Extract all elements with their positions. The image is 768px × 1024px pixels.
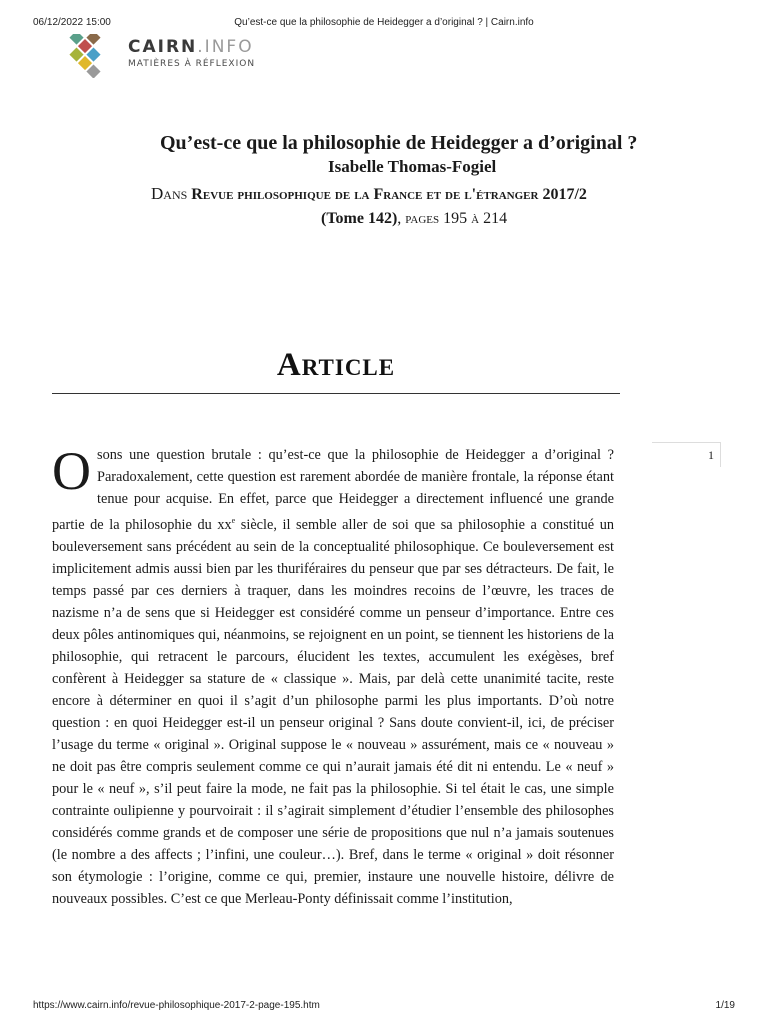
paragraph-text-start: sons une question brutale : qu’est-ce que la philosophie de Heidegger a d’original ? Paradoxalement, cette question est rarement abordée de manière frontale, la réponse étant tenue pour acquise. En effet, parce que Heidegger a directement influencé une grande partie de la philosophie du xx: [52, 447, 614, 533]
print-footer: [33, 1000, 735, 1014]
article-source: [150, 182, 710, 231]
section-heading: Article: [276, 347, 396, 383]
article-title: Qu’est-ce que la philosophie de Heidegger a d’original ?: [160, 132, 638, 154]
century-superscript: e: [231, 516, 236, 525]
print-page-title: Qu’est-ce que la philosophie de Heidegger a d’original ? | Cairn.info: [234, 17, 534, 28]
journal-link[interactable]: Revue philosophique de la France et de l'étranger 2017/2: [191, 186, 587, 203]
paragraph-number-box: [652, 442, 721, 467]
page-range: , pages 195 à 214: [397, 210, 508, 227]
drop-cap: O: [52, 441, 91, 501]
cairn-logo[interactable]: [52, 34, 262, 78]
cairn-logo-mark-icon: [52, 34, 118, 78]
logo-tagline: MATIÈRES À RÉFLEXION: [128, 59, 256, 69]
source-line-2: [151, 207, 710, 231]
issue-tome[interactable]: (Tome 142): [321, 210, 398, 227]
print-header: [33, 17, 735, 31]
source-in-label: Dans: [151, 184, 188, 203]
print-url: https://www.cairn.info/revue-philosophique-2017-2-page-195.htm: [33, 1000, 320, 1011]
article-paragraph: [52, 441, 614, 910]
paragraph-number: 1: [708, 448, 714, 462]
logo-brand-main: CAIRN: [128, 37, 198, 57]
logo-wordmark: [128, 37, 254, 57]
article-meta: [150, 130, 710, 231]
paragraph-text-rest: siècle, il semble aller de soi que sa philosophie a constitué un bouleversement sans précédent au sein de la conceptualité philosophique. Ce bouleversement est implicitement admis aussi bien par les thuriféraires du penseur que par ses détracteurs. De fait, le temps passé par ces derniers à traquer, dans les moindres recoins de l’œuvre, les traces de nazisme n’a de sens que si Heidegger est considéré comme un penseur d’importance. Entre ces deux pôles antinomiques qui, néanmoins, se rejoignent en un point, se tiennent les historiens de la philosophie, qui retracent le parcours, élucident les textes, accumulent les exégèses, bref confèrent à Heidegger sa stature de « classique ». Mais, par delà cette unanimité tacite, reste encore à déterminer en quoi il s’agit d’un philosophe parmi les plus importants. D’où notre question : en quoi Heidegger est-il un penseur original ? Sans doute convient-il, ici, de préciser l’usage du terme « original ». Original suppose le « nouveau » assurément, mais ce « nouveau » ne doit pas être compris seulement comme ce qui n’aurait jamais été dit ni entendu. Le « neuf » pour le « neuf », s’il peut faire la mode, ne fait pas la philosophie. Si tel était le cas, une simple contrainte oulipienne y pourvoirait : il s’agirait simplement d’étudier l’ensemble des philosophes considérés comme grands et de composer une série de propositions que nul n’a jamais soutenues (le nombre a des affects ; l’infini, une couleur…). Bref, dans le terme « original » doit résonner son étymologie : l’origine, comme ce qui, premier, instaure une nouvelle histoire, délivre de nouveaux possibles. C’est ce que Merleau-Ponty définissait comme l’institution,: [52, 516, 614, 907]
section-divider: [52, 393, 620, 394]
print-page-counter: 1/19: [715, 1000, 735, 1011]
article-author[interactable]: Isabelle Thomas-Fogiel: [328, 157, 497, 176]
logo-brand-suffix: .INFO: [197, 37, 254, 57]
print-date: 06/12/2022 15:00: [33, 17, 111, 28]
